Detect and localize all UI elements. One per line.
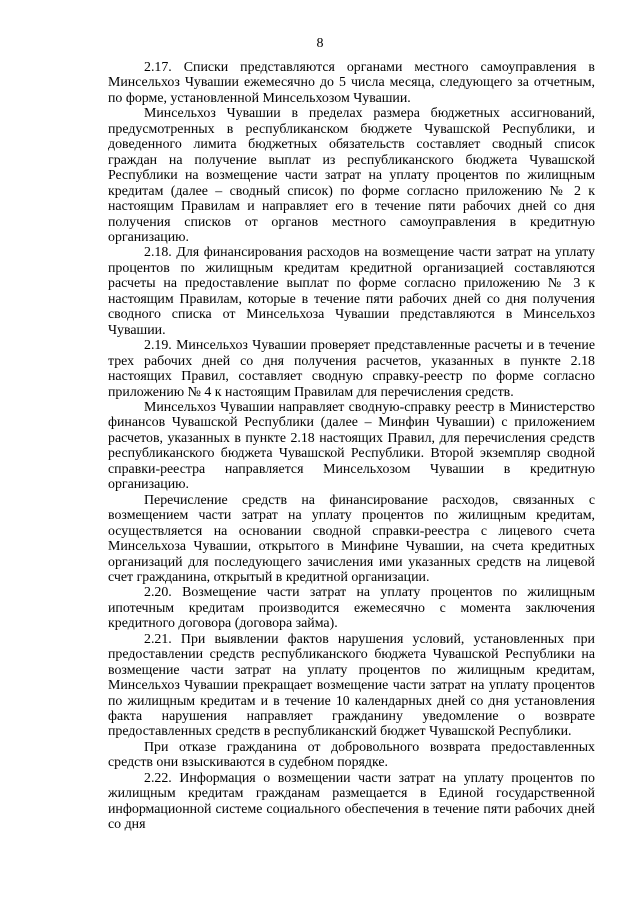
paragraph-registry-to-minfin: Минсельхоз Чувашии направляет сводную-справку реестр в Министерство финансов Чувашской Республики (далее – Минфин Чувашии) с приложением расчетов, указанных в пункте 2.18 настоящих Правил, для перечисления средств республиканского бюджета Чувашской Республики. Второй экземпляр сводной справки-реестра направляется Минсельхозом Чувашии в кредитную организацию. — [108, 399, 595, 493]
paragraph-2-21: 2.21. При выявлении фактов нарушения условий, установленных при предоставлении средств республиканского бюджета Чувашской Республики на возмещение части затрат на уплату процентов по жилищным кредитам, Минсельхоз Чувашии прекращает возмещение части затрат на уплату процентов по жилищным кредитам и в течение 10 календарных дней со дня установления факта нарушения направляет гражданину уведомление о возврате предоставленных средств в республиканский бюджет Чувашской Республики. — [108, 631, 595, 740]
paragraph-funds-transfer: Перечисление средств на финансирование расходов, связанных с возмещением части затрат на уплату процентов по жилищным кредитам, осуществляется на основании сводной справки-реестра с лицевого счета Минсельхоза Чувашии, открытого в Минфине Чувашии, на счета кредитных организаций для последующего зачисления ими указанных средств на лицевой счет гражданина, открытый в кредитной организации. — [108, 492, 595, 585]
paragraph-2-18: 2.18. Для финансирования расходов на возмещение части затрат на уплату процентов по жилищным кредитам кредитной организацией составляются расчеты на предоставление выплат по форме согласно приложению № 3 к настоящим Правилам, которые в течение пяти рабочих дней со дня получения сводного списка от Минсельхоза Чувашии представляются в Минсельхоз Чувашии. — [108, 245, 595, 338]
paragraph-2-17: 2.17. Списки представляются органами местного самоуправления в Минсельхоз Чувашии ежемесячно до 5 числа месяца, следующего за отчетным, по форме, установленной Минсельхозом Чувашии. — [108, 60, 595, 106]
paragraph-2-19: 2.19. Минсельхоз Чувашии проверяет представленные расчеты и в течение трех рабочих дней со дня получения расчетов, указанных в пункте 2.18 настоящих Правил, составляет сводную справку-реестр по форме согласно приложению № 4 к настоящим Правилам для перечисления средств. — [108, 338, 595, 400]
paragraph-2-20: 2.20. Возмещение части затрат на уплату процентов по жилищным ипотечным кредитам производится ежемесячно с момента заключения кредитного договора (договора займа). — [108, 585, 595, 632]
page-number: 8 — [316, 36, 324, 51]
paragraph-court-recovery: При отказе гражданина от добровольного возврата предоставленных средств они взыскиваются в судебном порядке. — [108, 739, 595, 771]
document-body — [108, 60, 595, 833]
paragraph-consolidated-list: Минсельхоз Чувашии в пределах размера бюджетных ассигнований, предусмотренных в республиканском бюджете Чувашской Республики, и доведенного лимита бюджетных обязательств составляет сводный список граждан на получение выплат из республиканского бюджета Чувашской Республики на возмещение части затрат на уплату процентов по жилищным кредитам (далее – сводный список) по форме согласно приложению № 2 к настоящим Правилам и направляет его в течение пяти рабочих дней со дня получения списков от органов местного самоуправления в кредитную организацию. — [108, 106, 595, 245]
paragraph-2-22: 2.22. Информация о возмещении части затрат на уплату процентов по жилищным кредитам гражданам размещается в Единой государственной информационной системе социального обеспечения в течение пяти рабочих дней со дня — [108, 770, 595, 833]
